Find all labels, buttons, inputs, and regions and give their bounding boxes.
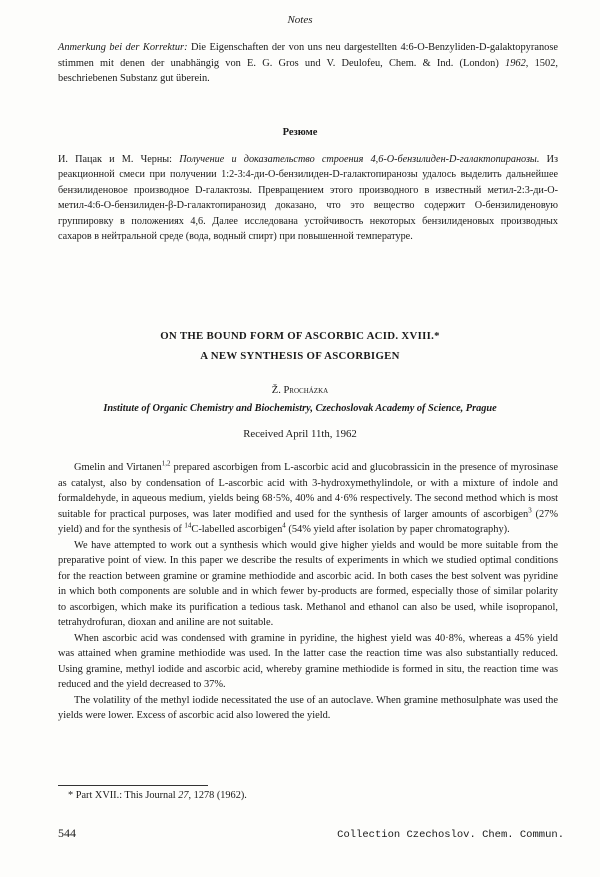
paragraph-4: The volatility of the methyl iodide necessitated the use of an autoclave. When gramine methosulphate was used the yields were lower. Excess of ascorbic acid also lowered the yield. [58,694,558,721]
paragraph-3: When ascorbic acid was condensed with gramine in pyridine, the highest yield was 40·8%, whereas a 45% yield was attained when gramine methiodide was used. In the latter case the reaction time was also substantially reduced. Using gramine, methyl iodide and ascorbic acid, whereby gramine methiodide is formed in situ, the reaction time was reduced and the yield decreased to 37%. [58,632,558,690]
note-lead: Anmerkung bei der Korrektur: [58,42,188,53]
resume-title: Резюме [282,127,318,138]
page-number: 544 [58,826,76,840]
journal-name: Collection Czechoslov. Chem. Commun. [337,829,564,841]
p1-text-d: C-labelled ascorbigen [191,524,283,535]
article-affiliation: Institute of Organic Chemistry and Biochemistry, Czechoslovak Academy of Science, Prague [103,403,497,414]
running-title: Notes [287,14,313,26]
paragraph-1 [58,460,558,538]
ref-sup: 4 [282,521,286,530]
resume-body: Из реакционной смеси при получении 1:2-3:4-ди-О-бензилиден-D-галактопиранозы удалось выделить дальнейшее бензилиденовое производное D-галактозы. Превращением этого производного в известный метил-2:3-ди-О-метил-4:6-О-бензилиден-β-D-галактопиранозид доказано, что это вещество содержит О-бензилиденовую группировку в положениях 4,6. Далее исследована устойчивость некоторых бензилиденовых производных сахаров в нейтральной среде (вода, водный спирт) при повышенной температуре. [58,154,558,243]
article-author: Ž. Procházka [271,385,329,396]
note-tail: , 1502, beschriebenen Substanz gut überein. [58,57,558,85]
correction-note [58,40,558,87]
footnote-volume: 27 [178,790,189,801]
footnote-rule [58,785,208,786]
resume-paper-title: Получение и доказательство строения 4,6-О-бензилиден-D-галактопиранозы. [179,154,540,165]
resume-text [58,152,558,244]
footnote-text: * Part XVII.: This Journal [68,790,179,801]
resume-authors: И. Пацак и М. Черны: [58,154,180,165]
p1-text-a: Gmelin and Virtanen [74,462,162,473]
note-year: 1962 [505,57,526,69]
received-date: Received April 11th, 1962 [243,428,357,440]
paragraph-2: We have attempted to work out a synthesis which would give higher yields and would be more suitable from the preparative point of view. In this paper we describe the results of experiments in which we studied optimal conditions for the reaction between gramine or gramine methiodide and ascorbic acid. In both cases the best solvent was pyridine in which both components are soluble and in which fewer by-products are formed, especially those of similar polarity to ascorbigen, which make its purification a tedious task. Methanol and ethanol can also be used, while isopropanol, tetrahydrofuran, dioxan and aniline are not suitable. [58,539,558,628]
p1-text-c: (27% yield) and for the synthesis of [58,508,558,535]
article-body [58,460,558,724]
p1-text-e: (54% yield after isolation by paper chromatography). [285,524,510,535]
isotope-sup: 14 [184,521,192,530]
article-title-line2: A NEW SYNTHESIS OF ASCORBIGEN [200,350,400,362]
note-text: Die Eigenschaften der von uns neu dargestellten 4:6-O-Benzyliden-D-galaktopyranose stimmen mit denen der unabhängig von E. G. Gros und V. Deulofeu, Chem. & Ind. (London) [58,42,559,69]
p1-text-b: prepared ascorbigen from L-ascorbic acid and glucobrassicin in the presence of myrosinase as catalyst, also by condensation of L-ascorbic acid with 3-hydroxymethylindole, or with a mixture of indole and formaldehyde, in aqueous medium, yields being 68·5%, 40% and 4·6% respectively. The second method which is most suitable for practical purposes, was later modified and used for the synthesis of larger amounts of ascorbigen [58,462,558,520]
ref-sup: 1,2 [161,459,171,468]
article-title-line1: ON THE BOUND FORM OF ASCORBIC ACID. XVIII.* [160,330,440,342]
ref-sup: 3 [528,506,532,515]
footnote-tail: , 1278 (1962). [188,790,247,801]
footnote [68,790,247,801]
